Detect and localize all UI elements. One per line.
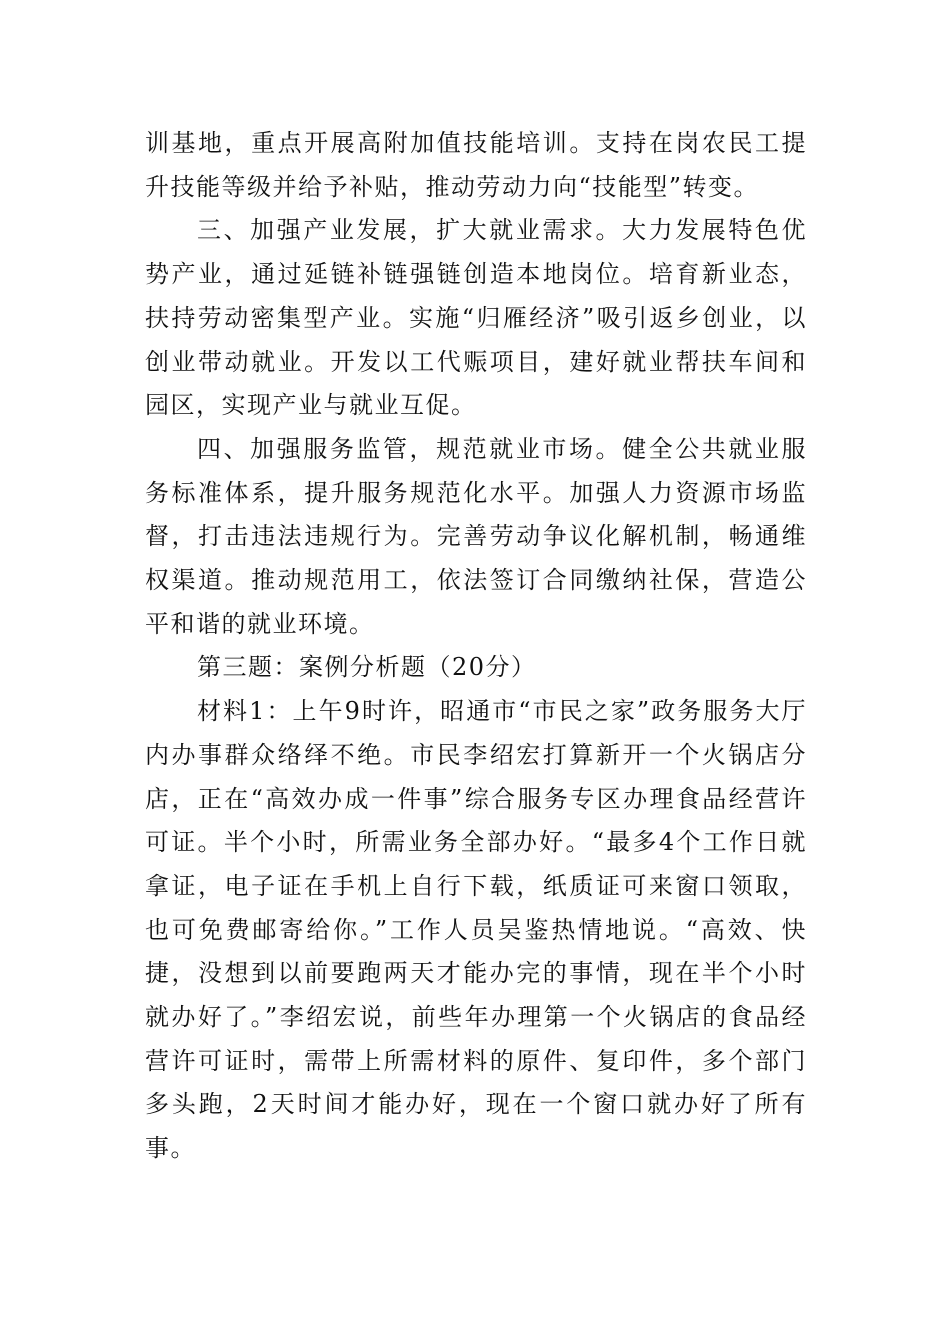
paragraph-section-three: 三、加强产业发展，扩大就业需求。大力发展特色优势产业，通过延链补链强链创造本地岗位。培育新业态，扶持劳动密集型产业。实施“归雁经济”吸引返乡创业，以创业带动就业。开发以工代赈项目，建好就业帮扶车间和园区，实现产业与就业互促。 (145, 216, 807, 420)
paragraph-material-one: 材料1：上午9时许，昭通市“市民之家”政务服务大厅内办事群众络绎不绝。市民李绍宏打算新开一个火锅店分店，正在“高效办成一件事”综合服务专区办理食品经营许可证。半个小时，所需业务全部办好。“最多4个工作日就拿证，电子证在手机上自行下载，纸质证可来窗口领取，也可免费邮寄给你。”工作人员吴鉴热情地说。“高效、快捷，没想到以前要跑两天才能办完的事情，现在半个小时就办好了。”李绍宏说，前些年办理第一个火锅店的食品经营许可证时，需带上所需材料的原件、复印件，多个部门多头跑，2天时间才能办好，现在一个窗口就办好了所有事。 (145, 697, 807, 1163)
paragraph-continuation: 训基地，重点开展高附加值技能培训。支持在岗农民工提升技能等级并给予补贴，推动劳动力向“技能型”转变。 (145, 129, 807, 201)
document-body (145, 122, 807, 1171)
question-heading: 第三题：案例分析题（20分） (197, 653, 537, 682)
paragraph-section-four: 四、加强服务监管，规范就业市场。健全公共就业服务标准体系，提升服务规范化水平。加强人力资源市场监督，打击违法违规行为。完善劳动争议化解机制，畅通维权渠道。推动规范用工，依法签订合同缴纳社保，营造公平和谐的就业环境。 (145, 434, 807, 638)
